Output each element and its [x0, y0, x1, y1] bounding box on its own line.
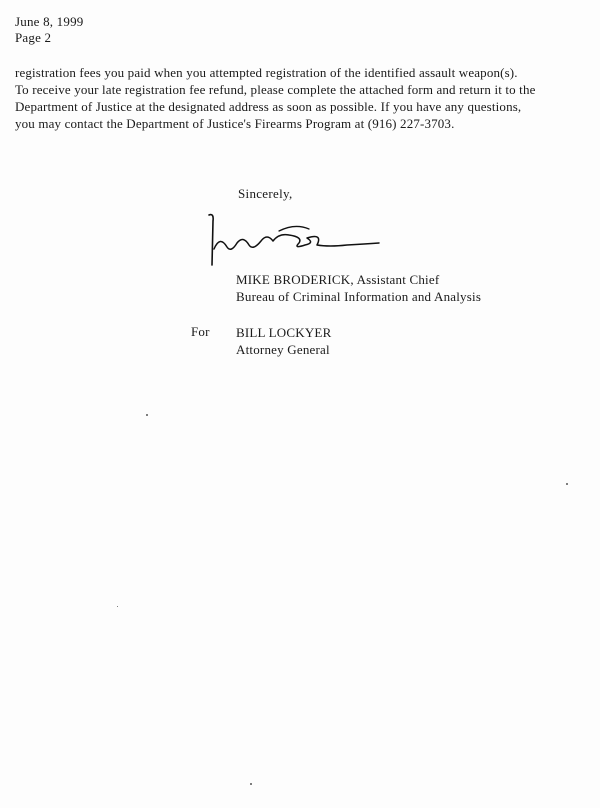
principal-name: BILL LOCKYER — [236, 325, 332, 340]
scan-speck — [117, 606, 118, 607]
body-line: To receive your late registration fee refund, please complete the attached form and return it to the — [15, 82, 536, 97]
handwritten-signature — [205, 205, 385, 271]
closing-salutation: Sincerely, — [238, 186, 293, 201]
scan-speck — [250, 783, 252, 785]
scan-speck — [566, 483, 568, 485]
scan-speck — [146, 414, 148, 416]
signatory-bureau: Bureau of Criminal Information and Analysis — [236, 289, 482, 304]
page-number: Page 2 — [15, 30, 52, 45]
body-line: registration fees you paid when you attempted registration of the identified assault weapon(s). — [15, 65, 518, 80]
signatory-name-title: MIKE BRODERICK, Assistant Chief — [236, 272, 440, 287]
body-line: you may contact the Department of Justice's Firearms Program at (916) 227-3703. — [15, 116, 455, 131]
for-label: For — [191, 324, 210, 339]
principal-block — [236, 324, 331, 358]
letter-date: June 8, 1999 — [15, 14, 84, 29]
principal-title: Attorney General — [236, 342, 330, 357]
body-line: Department of Justice at the designated address as soon as possible. If you have any questions, — [15, 99, 522, 114]
letter-body — [15, 64, 595, 132]
signatory-block — [236, 271, 481, 305]
